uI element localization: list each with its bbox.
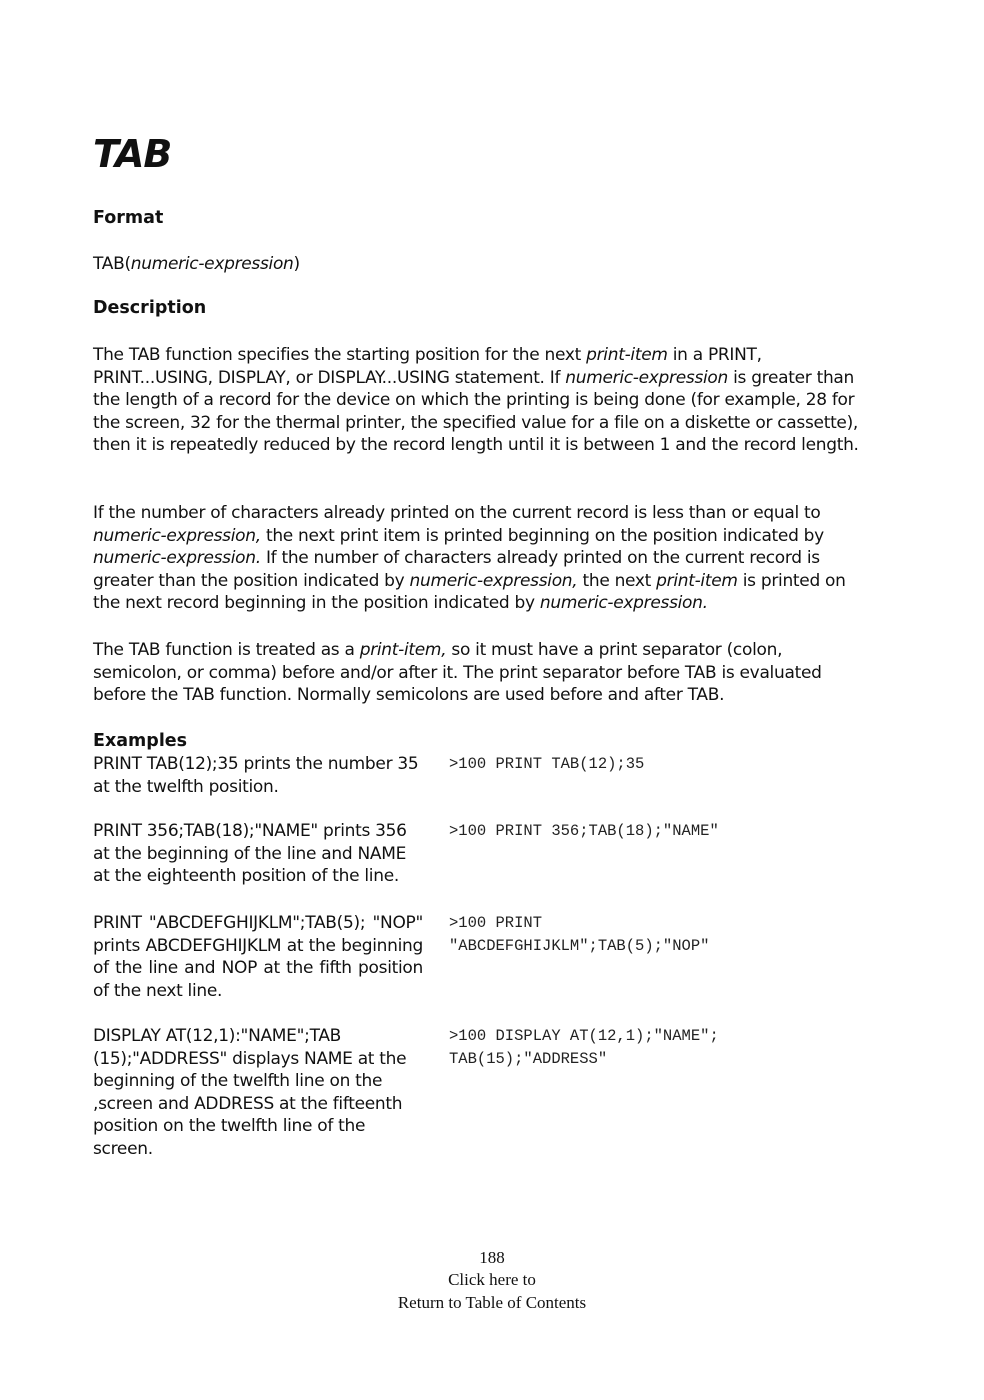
example-description: PRINT "ABCDEFGHIJKLM";TAB(5); "NOP" prints ABCDEFGHIJKLM at the beginning of the line and NOP at the fifth position of the next line. (93, 913, 423, 1001)
example-description: DISPLAY AT(12,1):"NAME";TAB (15);"ADDRESS" displays NAME at the beginning of the twelfth line on the ,screen and ADDRESS at the fifteenth position on the twelfth line of the screen. (93, 1026, 407, 1159)
description-paragraph-3: The TAB function is treated as a print-item, so it must have a print separator (colon, semicolon, or comma) before and/or after it. The print separator before TAB is evaluated before the TAB function. Normally semicolons are used before and after TAB. (93, 640, 822, 705)
example-code: >100 PRINT "ABCDEFGHIJKLM";TAB(5);"NOP" (449, 914, 710, 955)
description-heading: Description (93, 298, 207, 318)
example-code: >100 PRINT TAB(12);35 (449, 755, 645, 773)
toc-link-line-2[interactable]: Return to Table of Contents (397, 1293, 587, 1312)
example-description: PRINT 356;TAB(18);"NAME" prints 356 at the beginning of the line and NAME at the eighteenth position of the line. (93, 821, 407, 886)
example-description: PRINT TAB(12);35 prints the number 35 at the twelfth position. (93, 754, 419, 797)
description-paragraph-2: If the number of characters already printed on the current record is less than or equal to numeric-expression, the next print item is printed beginning on the position indicated by numeric-expression. If the number of characters already printed on the current record is greater than the position indicated by numeric-expression, the next print-item is printed on the next record beginning in the position indicated by numeric-expression. (93, 503, 846, 613)
format-syntax: TAB(numeric-expression) (93, 254, 300, 274)
page-number: 188 (479, 1248, 505, 1267)
page-title: TAB (93, 132, 172, 176)
description-paragraph-1: The TAB function specifies the starting position for the next print-item in a PRINT, PRINT...USING, DISPLAY, or DISPLAY...USING statement. If numeric-expression is greater than the length of a record for the device on which the printing is being done (for example, 28 for the screen, 32 for the thermal printer, the specified value for a file on a diskette or cassette), then it is repeatedly reduced by the record length until it is between 1 and the record length. (93, 345, 859, 455)
example-code: >100 PRINT 356;TAB(18);"NAME" (449, 822, 719, 840)
toc-link-line-1[interactable]: Click here to (448, 1270, 536, 1289)
examples-heading: Examples (93, 731, 188, 751)
example-code: >100 DISPLAY AT(12,1);"NAME"; TAB(15);"ADDRESS" (449, 1027, 719, 1068)
format-heading: Format (93, 208, 164, 228)
